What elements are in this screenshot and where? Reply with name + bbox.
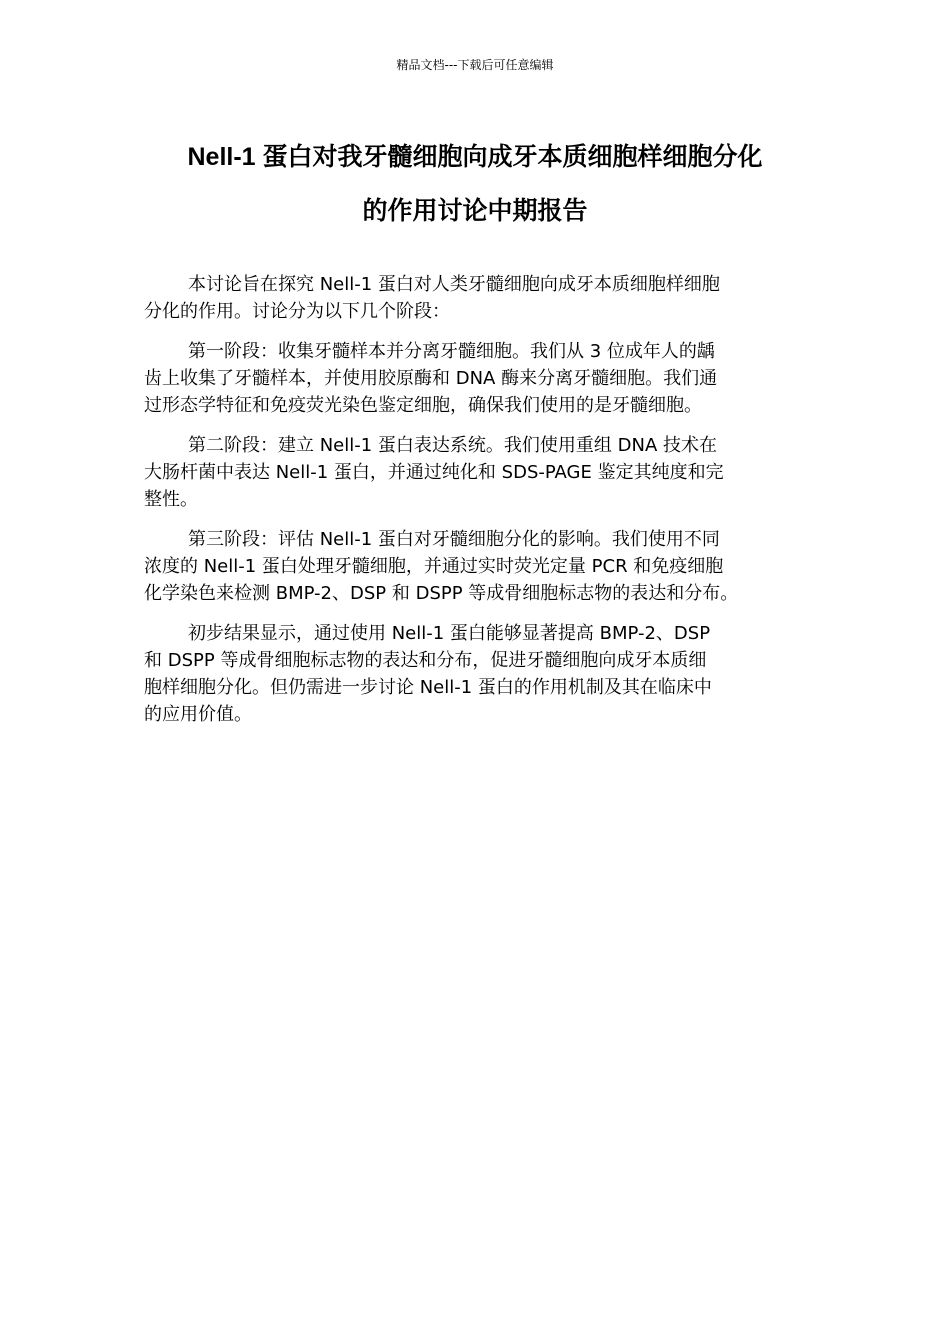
- paragraph-line: 和 DSPP 等成骨细胞标志物的表达和分布，促进牙髓细胞向成牙本质细: [144, 650, 707, 671]
- paragraph-line: 的应用价值。: [144, 704, 252, 725]
- document-title: [140, 130, 810, 238]
- paragraph-line: 分化的作用。讨论分为以下几个阶段：: [144, 301, 450, 322]
- paragraph-line: 第三阶段：评估 Nell-1 蛋白对牙髓细胞分化的影响。我们使用不同: [188, 529, 720, 550]
- paragraph-results: [144, 620, 810, 728]
- paragraph-stage-1: [144, 338, 810, 419]
- paragraph-line: 第二阶段：建立 Nell-1 蛋白表达系统。我们使用重组 DNA 技术在: [188, 435, 718, 456]
- paragraph-line: 化学染色来检测 BMP-2、DSP 和 DSPP 等成骨细胞标志物的表达和分布。: [144, 583, 739, 604]
- paragraph-stage-3: [144, 526, 810, 607]
- paragraph-stage-2: [144, 432, 810, 513]
- paragraph-line: 齿上收集了牙髓样本，并使用胶原酶和 DNA 酶来分离牙髓细胞。我们通: [144, 368, 718, 389]
- paragraph-line: 浓度的 Nell-1 蛋白处理牙髓细胞，并通过实时荧光定量 PCR 和免疫细胞: [144, 556, 724, 577]
- document-title-line-2: 的作用讨论中期报告: [362, 197, 588, 225]
- paragraph-line: 大肠杆菌中表达 Nell-1 蛋白，并通过纯化和 SDS-PAGE 鉴定其纯度和完: [144, 462, 724, 483]
- document-body: [144, 271, 810, 741]
- paragraph-line: 初步结果显示，通过使用 Nell-1 蛋白能够显著提高 BMP-2、DSP: [188, 623, 711, 644]
- paragraph-line: 胞样细胞分化。但仍需进一步讨论 Nell-1 蛋白的作用机制及其在临床中: [144, 677, 712, 698]
- page-header: 精品文档---下载后可任意编辑: [396, 58, 554, 72]
- paragraph-line: 第一阶段：收集牙髓样本并分离牙髓细胞。我们从 3 位成年人的龋: [188, 341, 715, 362]
- paragraph-intro: [144, 271, 810, 325]
- document-title-line-1: Nell-1 蛋白对我牙髓细胞向成牙本质细胞样细胞分化: [187, 143, 763, 171]
- paragraph-line: 本讨论旨在探究 Nell-1 蛋白对人类牙髓细胞向成牙本质细胞样细胞: [188, 274, 720, 295]
- paragraph-line: 过形态学特征和免疫荧光染色鉴定细胞，确保我们使用的是牙髓细胞。: [144, 395, 702, 416]
- paragraph-line: 整性。: [144, 489, 198, 510]
